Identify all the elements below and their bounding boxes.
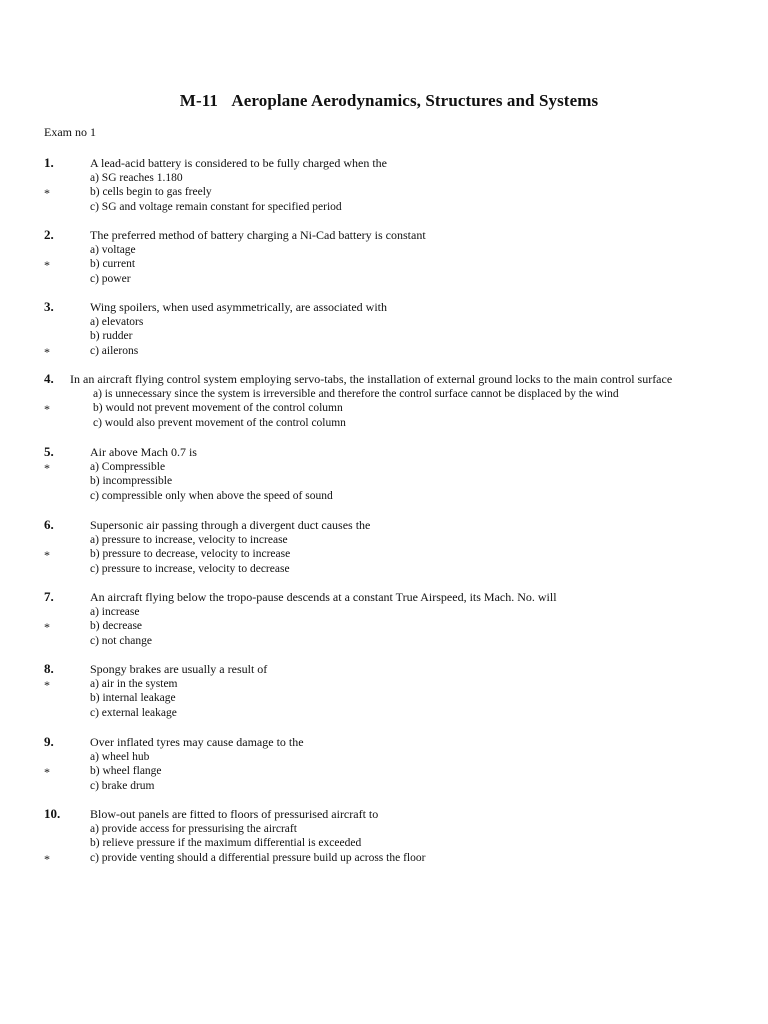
answer-option: c) compressible only when above the speed of sound: [90, 489, 333, 502]
question-number: 9.: [44, 734, 54, 749]
module-code: M-11: [179, 91, 218, 110]
answer-option: b) decrease: [90, 620, 143, 633]
answer-option: b) wheel flange: [90, 765, 162, 778]
answer-option: a) Compressible: [90, 460, 166, 473]
question-number: 7.: [44, 589, 54, 604]
answer-option: a) air in the system: [90, 677, 178, 690]
answer-option: c) provide venting should a differential pressure build up across the floor: [90, 851, 426, 864]
correct-answer-marker: *: [44, 186, 50, 201]
question-number: 2.: [44, 227, 54, 242]
correct-answer-marker: *: [44, 851, 50, 866]
answer-option: b) incompressible: [90, 475, 173, 488]
question-number: 3.: [44, 299, 54, 314]
correct-answer-marker: *: [44, 620, 50, 635]
module-title: Aeroplane Aerodynamics, Structures and Systems: [231, 91, 599, 110]
answer-option: b) internal leakage: [90, 692, 176, 705]
question-text: Blow-out panels are fitted to floors of pressurised aircraft to: [90, 807, 379, 821]
answer-option: a) wheel hub: [90, 750, 150, 763]
question-text: A lead-acid battery is considered to be fully charged when the: [90, 156, 388, 170]
answer-option: a) increase: [90, 605, 140, 618]
question-number: 6.: [44, 517, 54, 532]
question-text: Over inflated tyres may cause damage to the: [90, 735, 304, 749]
answer-option: b) cells begin to gas freely: [90, 186, 212, 199]
answer-option: a) is unnecessary since the system is irreversible and therefore the control surface cannot be displaced by the wind: [93, 387, 619, 400]
question-text: The preferred method of battery charging a Ni-Cad battery is constant: [90, 228, 426, 242]
question-text: Spongy brakes are usually a result of: [90, 662, 268, 676]
question-text: In an aircraft flying control system employing servo-tabs, the installation of external ground locks to the main control surface: [70, 372, 673, 386]
correct-answer-marker: *: [44, 677, 50, 692]
correct-answer-marker: *: [44, 258, 50, 273]
answer-option: a) provide access for pressurising the aircraft: [90, 822, 297, 835]
answer-option: a) voltage: [90, 243, 136, 256]
answer-option: c) SG and voltage remain constant for specified period: [90, 200, 342, 213]
answer-option: b) rudder: [90, 330, 133, 343]
correct-answer-marker: *: [44, 765, 50, 780]
answer-option: c) power: [90, 272, 131, 285]
answer-option: a) SG reaches 1.180: [90, 171, 183, 184]
answer-option: a) elevators: [90, 315, 144, 328]
question-number: 1.: [44, 155, 54, 170]
correct-answer-marker: *: [44, 548, 50, 563]
correct-answer-marker: *: [44, 344, 50, 359]
correct-answer-marker: *: [44, 460, 50, 475]
answer-option: b) pressure to decrease, velocity to increase: [90, 548, 291, 561]
exam-number: Exam no 1: [44, 125, 96, 139]
answer-option: c) would also prevent movement of the control column: [93, 416, 346, 429]
answer-option: c) brake drum: [90, 779, 155, 792]
answer-option: b) current: [90, 258, 136, 271]
question-text: Air above Mach 0.7 is: [90, 445, 197, 459]
answer-option: a) pressure to increase, velocity to increase: [90, 533, 288, 546]
answer-option: c) not change: [90, 634, 152, 647]
answer-option: c) ailerons: [90, 344, 139, 357]
question-text: Supersonic air passing through a divergent duct causes the: [90, 518, 371, 532]
page-title: [0, 91, 768, 111]
question-number: 10.: [44, 806, 61, 821]
question-number: 4.: [44, 371, 54, 386]
answer-option: c) pressure to increase, velocity to decrease: [90, 562, 290, 575]
question-text: Wing spoilers, when used asymmetrically, are associated with: [90, 300, 387, 314]
question-number: 5.: [44, 444, 54, 459]
answer-option: b) relieve pressure if the maximum differential is exceeded: [90, 837, 362, 850]
correct-answer-marker: *: [44, 402, 50, 417]
answer-option: c) external leakage: [90, 706, 177, 719]
answer-option: b) would not prevent movement of the control column: [93, 402, 343, 415]
question-number: 8.: [44, 661, 54, 676]
question-text: An aircraft flying below the tropo-pause descends at a constant True Airspeed, its Mach. No. will: [90, 590, 557, 604]
